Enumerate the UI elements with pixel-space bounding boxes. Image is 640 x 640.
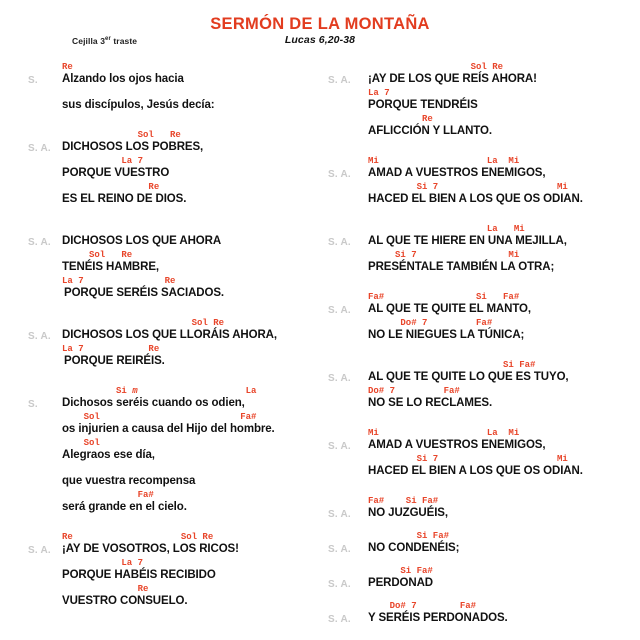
chord-row: Fa# Si Fa# <box>368 292 520 302</box>
song-line <box>328 428 638 454</box>
song-line <box>28 490 328 516</box>
song-line <box>28 156 328 182</box>
stanza <box>28 62 328 114</box>
speaker-label: S. A. <box>328 75 351 86</box>
lyric-text: Alegraos ese día, <box>62 449 155 461</box>
lyric-text: ¡AY DE VOSOTROS, LOS RICOS! <box>62 543 239 555</box>
stanza <box>328 224 638 276</box>
right-column <box>328 62 638 636</box>
chord-row: Si Fa# <box>368 531 450 541</box>
capo-tail: traste <box>110 36 138 46</box>
lyric-text: os injurien a causa del Hijo del hombre. <box>62 423 275 435</box>
speaker-label: S. <box>28 75 38 86</box>
lyric-text: NO SE LO RECLAMES. <box>368 397 493 409</box>
chord-row: Re Sol Re <box>62 532 214 542</box>
chord-row: Si Fa# <box>368 360 536 370</box>
capo-text: Cejilla 3 <box>72 36 106 46</box>
stanza <box>328 566 638 592</box>
chord-row: Si 7 Mi <box>368 250 520 260</box>
song-line <box>328 454 638 480</box>
lyric-text: PORQUE SERÉIS SACIADOS. <box>64 287 225 299</box>
lyric-text: AFLICCIÓN Y LLANTO. <box>368 125 492 137</box>
chord-row: Do# 7 Fa# <box>368 601 477 611</box>
chord-row: La 7 <box>368 88 390 98</box>
speaker-label: S. A. <box>328 509 351 520</box>
stanza <box>328 156 638 208</box>
song-line <box>328 88 638 114</box>
speaker-label: S. <box>28 399 38 410</box>
speaker-label: S. A. <box>328 544 351 555</box>
lyric-text: Dichosos seréis cuando os odien, <box>62 397 245 409</box>
stanza <box>28 532 328 610</box>
lyric-text: HACED EL BIEN A LOS QUE OS ODIAN. <box>368 193 583 205</box>
chord-row: Sol Re <box>62 318 225 328</box>
chord-row: Sol Fa# <box>62 412 257 422</box>
song-line <box>28 386 328 412</box>
left-column <box>28 62 328 626</box>
chord-row: Re <box>62 182 160 192</box>
chord-row: La 7 Re <box>62 276 176 286</box>
chord-row: Fa# <box>62 490 154 500</box>
lyric-text: HACED EL BIEN A LOS QUE OS ODIAN. <box>368 465 583 477</box>
lyric-text: Alzando los ojos hacia <box>62 73 184 85</box>
song-line <box>28 130 328 156</box>
song-line <box>328 386 638 412</box>
stanza <box>328 496 638 522</box>
song-line <box>328 182 638 208</box>
song-line <box>328 566 638 592</box>
song-line <box>28 438 328 464</box>
speaker-label: S. A. <box>28 331 51 342</box>
lyric-text: PORQUE VUESTRO <box>62 167 170 179</box>
lyric-text: que vuestra recompensa <box>62 475 196 487</box>
lyric-text: AL QUE TE QUITE LO QUE ES TUYO, <box>368 371 569 383</box>
chord-row: Si 7 Mi <box>368 182 568 192</box>
chord-row: Do# 7 Fa# <box>368 318 493 328</box>
lyric-text: PORQUE REIRÉIS. <box>64 355 165 367</box>
lyric-text: NO CONDENÉIS; <box>368 542 460 554</box>
lyric-text: DICHOSOS LOS QUE AHORA <box>62 235 222 247</box>
lyric-text: será grande en el cielo. <box>62 501 187 513</box>
chord-row: Si m La <box>62 386 257 396</box>
song-line <box>28 88 328 114</box>
lyric-text: PERDONAD <box>368 577 434 589</box>
song-line <box>328 601 638 627</box>
song-line <box>328 114 638 140</box>
speaker-label: S. A. <box>28 545 51 556</box>
page-title: SERMÓN DE LA MONTAÑA <box>210 15 430 33</box>
chord-row: Do# 7 Fa# <box>368 386 460 396</box>
song-line <box>28 464 328 490</box>
speaker-label: S. A. <box>328 373 351 384</box>
chord-row: Re <box>368 114 433 124</box>
stanza <box>328 62 638 140</box>
song-line <box>28 276 328 302</box>
speaker-label: S. A. <box>328 614 351 625</box>
lyric-text: PORQUE TENDRÉIS <box>368 99 478 111</box>
chord-row: Fa# Si Fa# <box>368 496 439 506</box>
song-line <box>328 531 638 557</box>
lyric-text: Y SERÉIS PERDONADOS. <box>368 612 508 624</box>
speaker-label: S. A. <box>328 237 351 248</box>
chord-row: La 7 <box>62 156 144 166</box>
capo-ordinal: er <box>105 36 111 43</box>
stanza <box>328 360 638 412</box>
song-line <box>28 532 328 558</box>
song-line <box>328 250 638 276</box>
stanza <box>328 601 638 627</box>
song-line <box>28 344 328 370</box>
chord-row: La 7 <box>62 558 144 568</box>
chord-row: Mi La Mi <box>368 156 520 166</box>
lyric-text: AL QUE TE QUITE EL MANTO, <box>368 303 531 315</box>
speaker-label: S. A. <box>328 579 351 590</box>
speaker-label: S. A. <box>328 169 351 180</box>
stanza <box>28 224 328 302</box>
stanza <box>328 531 638 557</box>
lyric-text: NO JUZGUÉIS, <box>368 507 448 519</box>
song-line <box>328 224 638 250</box>
chord-row: La Mi <box>368 224 525 234</box>
chord-row: Si 7 Mi <box>368 454 568 464</box>
lyric-text: PRESÉNTALE TAMBIÉN LA OTRA; <box>368 261 555 273</box>
lyric-text: DICHOSOS LOS QUE LLORÁIS AHORA, <box>62 329 277 341</box>
song-line <box>28 412 328 438</box>
chord-row: La 7 Re <box>62 344 160 354</box>
chord-row: Mi La Mi <box>368 428 520 438</box>
song-line <box>328 62 638 88</box>
song-line <box>28 224 328 250</box>
stanza <box>28 318 328 370</box>
speaker-label: S. A. <box>28 143 51 154</box>
scripture-reference: Lucas 6,20-38 <box>284 34 356 46</box>
chord-row: Sol Re <box>62 250 133 260</box>
stanza <box>28 130 328 208</box>
stanza <box>28 386 328 516</box>
song-line <box>28 62 328 88</box>
song-line <box>328 496 638 522</box>
song-line <box>328 318 638 344</box>
chord-row: Sol Re <box>62 130 181 140</box>
song-line <box>328 156 638 182</box>
stanza <box>328 292 638 344</box>
speaker-label: S. A. <box>328 305 351 316</box>
song-line <box>28 250 328 276</box>
lyric-text: NO LE NIEGUES LA TÚNICA; <box>368 329 525 341</box>
lyric-text: VUESTRO CONSUELO. <box>62 595 188 607</box>
lyric-text: ¡AY DE LOS QUE REÍS AHORA! <box>368 73 537 85</box>
song-line <box>28 182 328 208</box>
lyric-text: AMAD A VUESTROS ENEMIGOS, <box>368 167 546 179</box>
chord-row: Re <box>62 62 73 72</box>
chord-row: Sol Re <box>368 62 504 72</box>
speaker-label: S. A. <box>28 237 51 248</box>
song-line <box>328 360 638 386</box>
song-line <box>28 584 328 610</box>
speaker-label: S. A. <box>328 441 351 452</box>
song-line <box>328 292 638 318</box>
song-line <box>28 318 328 344</box>
lyric-text: AL QUE TE HIERE EN UNA MEJILLA, <box>368 235 567 247</box>
chord-row: Re <box>62 584 149 594</box>
lyric-text: PORQUE HABÉIS RECIBIDO <box>62 569 216 581</box>
chord-row: Si Fa# <box>368 566 433 576</box>
lyric-text: ES EL REINO DE DIOS. <box>62 193 187 205</box>
lyric-text: sus discípulos, Jesús decía: <box>62 99 215 111</box>
sheet-header <box>0 0 640 58</box>
chord-row: Sol <box>62 438 100 448</box>
lyric-text: AMAD A VUESTROS ENEMIGOS, <box>368 439 546 451</box>
lyric-text: TENÉIS HAMBRE, <box>62 261 159 273</box>
lyric-text: DICHOSOS LOS POBRES, <box>62 141 204 153</box>
stanza <box>328 428 638 480</box>
song-line <box>28 558 328 584</box>
